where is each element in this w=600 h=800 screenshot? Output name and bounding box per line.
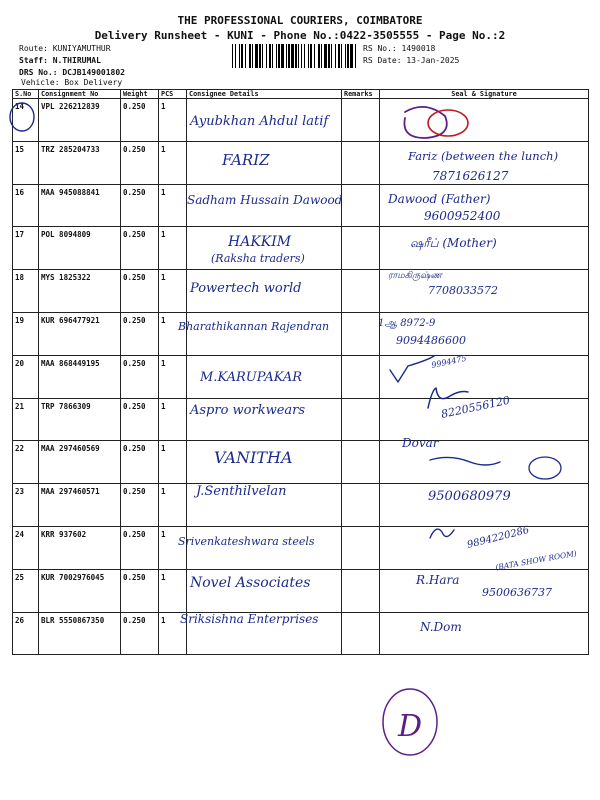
consignment-cell: MAA 945088841 xyxy=(39,184,121,227)
weight-cell: 0.250 xyxy=(121,526,159,569)
consignment-cell: MYS 1825322 xyxy=(39,270,121,313)
col-header-consignment: Consignment No xyxy=(39,90,121,99)
route-label: Route: xyxy=(19,44,48,53)
weight-cell: 0.250 xyxy=(121,612,159,655)
pcs-cell: 1 xyxy=(159,312,187,355)
table-row xyxy=(13,441,589,484)
sno-cell: 21 xyxy=(13,398,39,441)
drs-label: DRS No.: xyxy=(19,68,58,77)
r17-signature-hw: ஷரீப் (Mother) xyxy=(410,236,497,250)
col-header-weight: Weight xyxy=(121,90,159,99)
r26-consignee-hw: Sriksishna Enterprises xyxy=(180,612,319,626)
table-row xyxy=(13,184,589,227)
table-row xyxy=(13,484,589,527)
r17-consignee-hw-2: (Raksha traders) xyxy=(211,252,305,265)
staff-label: Staff: xyxy=(19,56,48,65)
weight-cell: 0.250 xyxy=(121,398,159,441)
table-row xyxy=(13,612,589,655)
col-header-sno: S.No xyxy=(13,90,39,99)
remarks-cell xyxy=(342,227,380,270)
remarks-cell xyxy=(342,441,380,484)
signature-cell xyxy=(380,526,589,569)
r16-consignee-hw: Sadham Hussain Dawood xyxy=(187,193,343,207)
pcs-cell: 1 xyxy=(159,484,187,527)
signature-cell xyxy=(380,484,589,527)
remarks-cell xyxy=(342,526,380,569)
pcs-cell: 1 xyxy=(159,526,187,569)
sno-cell: 24 xyxy=(13,526,39,569)
footer-mark-letter: D xyxy=(398,709,423,744)
remarks-cell xyxy=(342,355,380,398)
r18-consignee-hw: Powertech world xyxy=(190,281,302,296)
rs-no-label: RS No.: xyxy=(363,44,397,53)
remarks-cell xyxy=(342,612,380,655)
pcs-cell: 1 xyxy=(159,99,187,142)
r19-signature-hw: 1ஆ 8972-9 xyxy=(378,318,436,329)
signature-cell xyxy=(380,184,589,227)
sno-cell: 23 xyxy=(13,484,39,527)
signature-cell xyxy=(380,312,589,355)
signature-cell xyxy=(380,270,589,313)
r17-consignee-hw: HAKKIM xyxy=(228,234,292,250)
consignment-cell: TRP 7866309 xyxy=(39,398,121,441)
col-header-pcs: PCS xyxy=(159,90,187,99)
sno-cell: 20 xyxy=(13,355,39,398)
r21-consignee-hw: Aspro workwears xyxy=(190,403,306,418)
r15-consignee-hw: FARIZ xyxy=(222,151,270,169)
consignment-cell: POL 8094809 xyxy=(39,227,121,270)
table-row xyxy=(13,227,589,270)
remarks-cell xyxy=(342,184,380,227)
consignee-cell xyxy=(187,526,342,569)
table-row xyxy=(13,569,589,612)
company-title: THE PROFESSIONAL COURIERS, COIMBATORE xyxy=(177,14,423,27)
consignment-cell: MAA 297460571 xyxy=(39,484,121,527)
r16-phone-hw: 9600952400 xyxy=(424,209,501,223)
sno-cell: 15 xyxy=(13,141,39,184)
consignee-cell xyxy=(187,270,342,313)
rs-date-label: RS Date: xyxy=(363,56,402,65)
r16-signature-hw: Dawood (Father) xyxy=(388,192,491,206)
sno-cell: 14 xyxy=(13,99,39,142)
rs-number-line xyxy=(363,43,459,55)
signature-cell xyxy=(380,441,589,484)
signature-cell xyxy=(380,398,589,441)
r18-signature-hw: ராமகிருஷ்ண xyxy=(388,271,442,281)
pcs-cell: 1 xyxy=(159,398,187,441)
r20-phone-hw: 9994475 xyxy=(430,353,468,370)
remarks-cell xyxy=(342,141,380,184)
consignee-cell xyxy=(187,441,342,484)
rs-date-line xyxy=(363,55,459,67)
r23-consignee-hw: J.Senthilvelan xyxy=(196,484,287,499)
r18-phone-hw: 7708033572 xyxy=(428,284,498,297)
sno-cell: 25 xyxy=(13,569,39,612)
pcs-cell: 1 xyxy=(159,355,187,398)
rs-date-value: 13-Jan-2025 xyxy=(406,56,460,65)
signature-cell xyxy=(380,141,589,184)
consignee-cell xyxy=(187,184,342,227)
weight-cell: 0.250 xyxy=(121,484,159,527)
r26-signature-hw: N.Dom xyxy=(420,620,462,634)
col-header-remarks: Remarks xyxy=(342,90,380,99)
table-row xyxy=(13,141,589,184)
pcs-cell: 1 xyxy=(159,270,187,313)
route-line xyxy=(19,44,111,54)
table-row xyxy=(13,270,589,313)
remarks-cell xyxy=(342,484,380,527)
signature-cell xyxy=(380,612,589,655)
col-header-consignee: Consignee Details xyxy=(187,90,342,99)
pcs-cell: 1 xyxy=(159,227,187,270)
sno-cell: 19 xyxy=(13,312,39,355)
staff-line xyxy=(19,56,101,66)
remarks-cell xyxy=(342,398,380,441)
table-row xyxy=(13,355,589,398)
vehicle-label: Vehicle: xyxy=(21,78,60,87)
consignment-cell: MAA 297460569 xyxy=(39,441,121,484)
remarks-cell xyxy=(342,99,380,142)
consignment-cell: KUR 696477921 xyxy=(39,312,121,355)
rs-info xyxy=(363,43,459,67)
pcs-cell: 1 xyxy=(159,612,187,655)
remarks-cell xyxy=(342,270,380,313)
r23-phone-hw: 9500680979 xyxy=(428,489,511,504)
pcs-cell: 1 xyxy=(159,184,187,227)
consignment-cell: BLR 5550867350 xyxy=(39,612,121,655)
consignee-cell xyxy=(187,141,342,184)
r19-consignee-hw: Bharathikannan Rajendran xyxy=(178,320,330,333)
remarks-cell xyxy=(342,569,380,612)
weight-cell: 0.250 xyxy=(121,441,159,484)
signature-cell xyxy=(380,99,589,142)
r25-phone-hw: 9500636737 xyxy=(482,586,552,599)
vehicle-line xyxy=(21,78,122,88)
consignee-cell xyxy=(187,99,342,142)
weight-cell: 0.250 xyxy=(121,569,159,612)
signature-cell xyxy=(380,355,589,398)
weight-cell: 0.250 xyxy=(121,270,159,313)
table-row xyxy=(13,398,589,441)
r24-phone-hw: 9894220286 xyxy=(466,524,531,551)
consignment-cell: KRR 937602 xyxy=(39,526,121,569)
r24-consignee-hw: Srivenkateshwara steels xyxy=(178,535,315,548)
consignment-cell: VPL 226212839 xyxy=(39,99,121,142)
signature-cell xyxy=(380,569,589,612)
sno-cell: 22 xyxy=(13,441,39,484)
r14-consignee-hw: Ayubkhan Ahdul latif xyxy=(190,114,329,129)
pcs-cell: 1 xyxy=(159,569,187,612)
staff-value: N.THIRUMAL xyxy=(52,56,101,65)
sno-cell: 16 xyxy=(13,184,39,227)
barcode xyxy=(232,44,356,68)
drs-line xyxy=(19,68,125,78)
footer-circle-mark xyxy=(383,689,437,755)
table-header-row xyxy=(13,90,589,99)
table-row xyxy=(13,312,589,355)
weight-cell: 0.250 xyxy=(121,227,159,270)
r21-phone-hw: 8220556120 xyxy=(439,393,512,421)
weight-cell: 0.250 xyxy=(121,141,159,184)
consignee-cell xyxy=(187,569,342,612)
weight-cell: 0.250 xyxy=(121,184,159,227)
consignment-cell: MAA 868449195 xyxy=(39,355,121,398)
consignee-cell xyxy=(187,484,342,527)
r25-consignee-hw: Novel Associates xyxy=(190,575,311,591)
sno-cell: 17 xyxy=(13,227,39,270)
consignee-cell xyxy=(187,398,342,441)
route-value: KUNIYAMUTHUR xyxy=(52,44,111,53)
weight-cell: 0.250 xyxy=(121,312,159,355)
r15-signature-hw: Fariz (between the lunch) xyxy=(408,149,559,163)
consignment-cell: TRZ 285204733 xyxy=(39,141,121,184)
r20-consignee-hw: M.KARUPAKAR xyxy=(200,370,303,385)
drs-value: DCJB149001802 xyxy=(62,68,125,77)
col-header-signature: Seal & Signature xyxy=(380,90,589,99)
r22-signature-hw: Dovar xyxy=(402,436,439,450)
rs-no-value: 1490018 xyxy=(401,44,436,53)
pcs-cell: 1 xyxy=(159,441,187,484)
remarks-cell xyxy=(342,312,380,355)
consignee-cell xyxy=(187,312,342,355)
consignee-cell xyxy=(187,227,342,270)
sno-cell: 26 xyxy=(13,612,39,655)
runsheet-table xyxy=(12,89,589,655)
r25-note-hw: (BATA SHOW ROOM) xyxy=(494,548,578,572)
weight-cell: 0.250 xyxy=(121,355,159,398)
r25-signature-hw: R.Hara xyxy=(416,573,460,587)
consignee-cell xyxy=(187,612,342,655)
consignment-cell: KUR 7002976045 xyxy=(39,569,121,612)
r19-phone-hw: 9094486600 xyxy=(396,334,466,347)
r15-phone-hw: 7871626127 xyxy=(432,169,509,183)
table-row xyxy=(13,526,589,569)
pcs-cell: 1 xyxy=(159,141,187,184)
table-row xyxy=(13,99,589,142)
vehicle-value: Box Delivery xyxy=(64,78,123,87)
sno-cell: 18 xyxy=(13,270,39,313)
consignee-cell xyxy=(187,355,342,398)
weight-cell: 0.250 xyxy=(121,99,159,142)
runsheet-subtitle: Delivery Runsheet - KUNI - Phone No.:0422-3505555 - Page No.:2 xyxy=(94,29,506,42)
signature-cell xyxy=(380,227,589,270)
r22-consignee-hw: VANITHA xyxy=(214,448,293,467)
